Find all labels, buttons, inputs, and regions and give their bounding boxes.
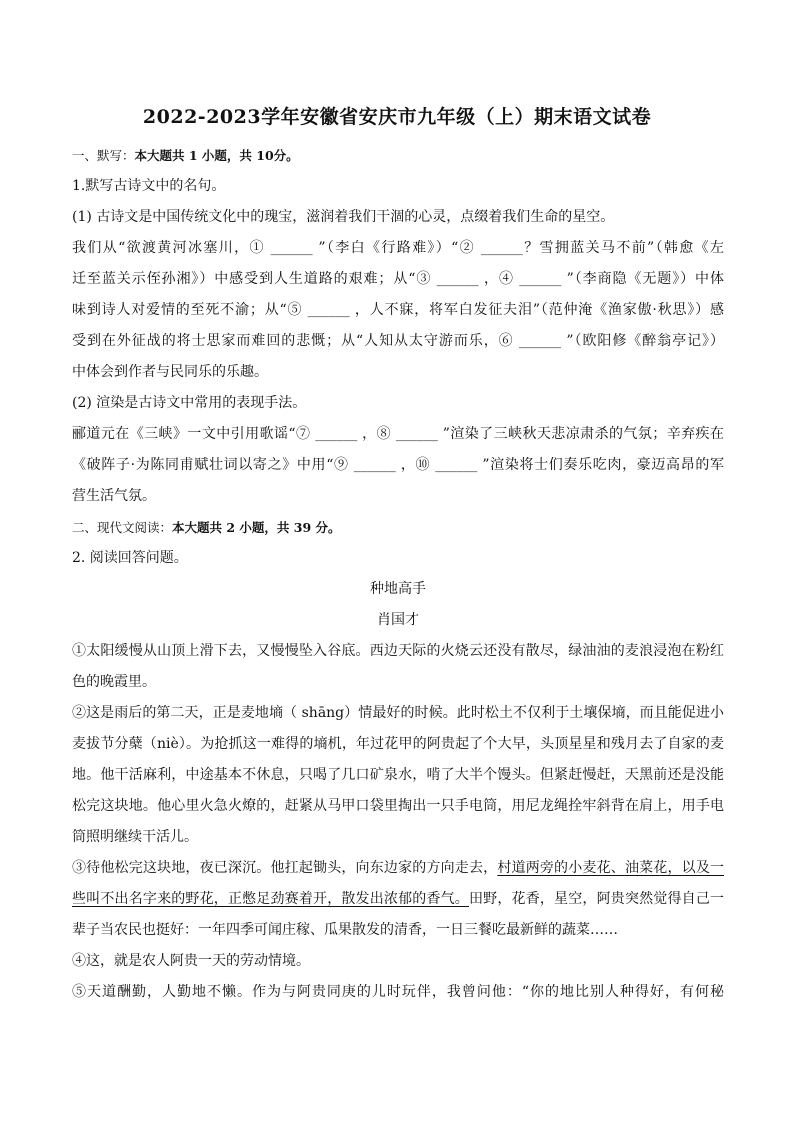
paragraph-3-line xyxy=(72,853,724,884)
q1-part1-line: 受到在外征战的将士思家而难回的悲慨；从“人知从太守游而乐，⑥ ______ ”（欧阳修《醉翁亭记》） xyxy=(72,333,724,349)
q1-part1-intro: (1) 古诗文是中国传统文化中的瑰宝，滋润着我们干涸的心灵，点缀着我们生命的星空。 xyxy=(72,209,615,225)
q1-part2-line: 营生活气氛。 xyxy=(72,488,156,504)
q1-part1-line: 我们从“欲渡黄河冰塞川，① ______ ”（李白《行路难》）“② ______？雪拥蓝关马不前”（韩愈《左 xyxy=(72,240,724,256)
q1-part2-line: 《破阵子·为陈同甫赋壮词以寄之》中用“⑨ ______ ，⑩ ______ ”渲染将士们奏乐吃肉，豪迈高昂的军 xyxy=(72,457,724,473)
paragraph-3-line: 辈子当农民也挺好：一年四季可闻庄稼、瓜果散发的清香，一日三餐吃最新鲜的蔬菜…… xyxy=(72,922,618,938)
paragraph-2-line: 地。他干活麻利，中途基本不休息，只喝了几口矿泉水，啃了大半个馒头。但紧赶慢赶，天黑前还是没能 xyxy=(72,767,724,783)
section-prefix: 二、现代文阅读： xyxy=(72,520,173,535)
underlined-sentence: 村道两旁的小麦花、油菜花，以及一 xyxy=(497,860,724,876)
paragraph-5-line: ⑤天道酬勤，人勤地不懒。作为与阿贵同庚的儿时玩伴，我曾问他：“你的地比别人种得好，有何秘 xyxy=(72,984,724,1000)
q1-part2-line: 郦道元在《三峡》一文中引用歌谣“⑦ ______ ，⑧ ______ ”渲染了三峡秋天悲凉肃杀的气氛；辛弃疾在 xyxy=(72,426,724,442)
underlined-sentence: 些叫不出名字来的野花，正憋足劲赛着开，散发出浓郁的香气。 xyxy=(72,891,469,907)
paragraph-3-line xyxy=(72,884,724,915)
q1-part1-line: 迁至蓝关示侄孙湘》）中感受到人生道路的艰难；从“③ ______ ，④ ______ ”（李商隐《无题》）中体 xyxy=(72,271,724,287)
q1-part2-intro: (2) 渲染是古诗文中常用的表现手法。 xyxy=(72,395,307,411)
q1-part1-line: 中体会到作者与民同乐的乐趣。 xyxy=(72,364,268,380)
paragraph-2-line: 松完这块地。他心里火急火燎的，赶紧从马甲口袋里掏出一只手电筒，用尼龙绳拴牢斜背在肩上，用手电 xyxy=(72,798,724,814)
section-desc: 本大题共 1 小题，共 10分。 xyxy=(134,148,299,163)
section-heading-2 xyxy=(72,512,724,543)
paragraph-3-text: ③待他松完这块地，夜已深沉。他扛起锄头，向东边家的方向走去， xyxy=(72,860,498,876)
paragraph-4: ④这，就是农人阿贵一天的劳动情境。 xyxy=(72,953,310,969)
article-author: 肖国才 xyxy=(377,612,419,628)
question-2-stem: 2. 阅读回答问题。 xyxy=(72,550,188,566)
paragraph-1-line: ①太阳缓慢从山顶上滑下去，又慢慢坠入谷底。西边天际的火烧云还没有散尽，绿油油的麦浪浸泡在粉红 xyxy=(72,643,724,659)
section-desc: 本大题共 2 小题，共 39 分。 xyxy=(172,520,341,535)
exam-title: 2022-2023学年安徽省安庆市九年级（上）期末语文试卷 xyxy=(142,106,652,128)
paragraph-1-line: 色的晚霞里。 xyxy=(72,674,156,690)
section-prefix: 一、默写： xyxy=(72,148,135,163)
exam-body xyxy=(72,140,724,1008)
paragraph-2-line: ②这是雨后的第二天，正是麦地墒（ shāng）情最好的时候。此时松土不仅利于土壤保墒，而且能促进小 xyxy=(72,705,724,721)
q1-part1-line: 味到诗人对爱情的至死不渝；从“⑤ ______ ，人不寐，将军白发征夫泪”（范仲淹《渔家傲·秋思》）感 xyxy=(72,302,724,318)
article-title: 种地高手 xyxy=(370,581,426,597)
paragraph-2-line: 筒照明继续干活儿。 xyxy=(72,829,198,845)
question-1-stem: 1.默写古诗文中的名句。 xyxy=(72,178,226,194)
section-heading-1 xyxy=(72,140,724,171)
paragraph-2-line: 麦拔节分蘖（niè）。为抢抓这一难得的墒机，年过花甲的阿贵起了个大早，头顶星星和残月去了自家的麦 xyxy=(72,736,724,752)
paragraph-3-text: 田野，花香，星空，阿贵突然觉得自己一 xyxy=(468,891,724,907)
